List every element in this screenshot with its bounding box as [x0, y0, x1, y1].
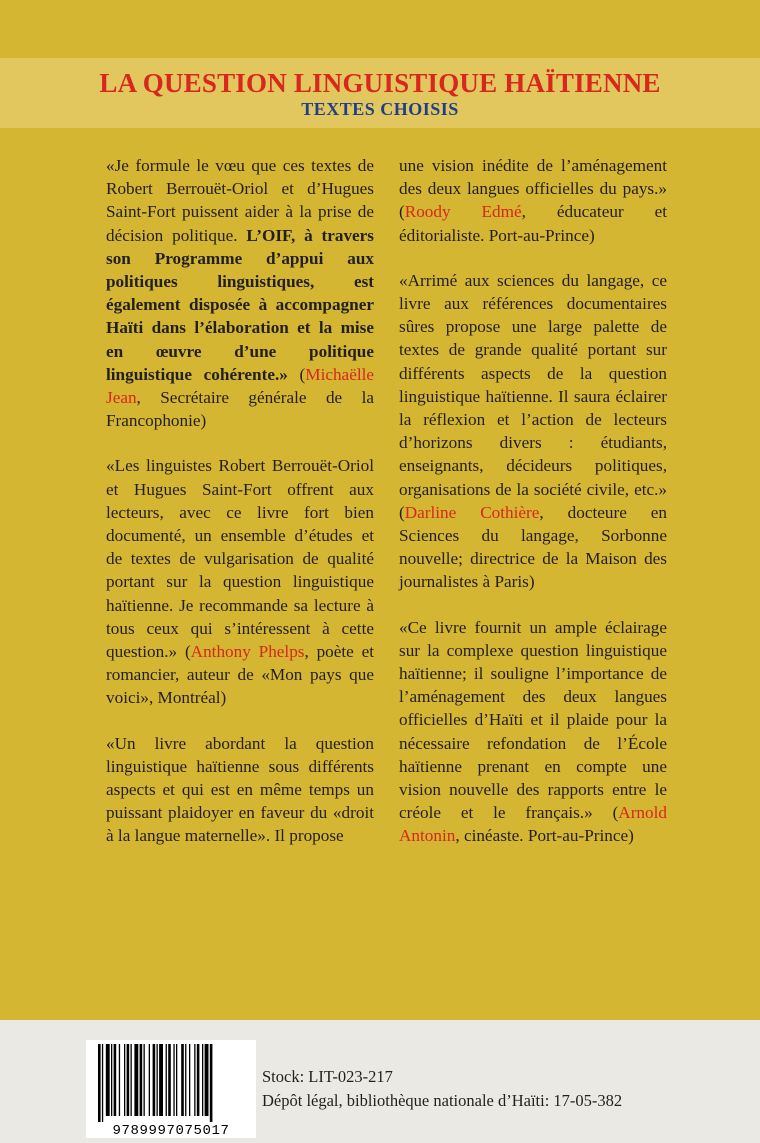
barcode-bar [176, 1044, 177, 1116]
isbn-number: 9789997075017 [112, 1123, 230, 1139]
author-name: Roody Edmé [404, 202, 522, 222]
quote-text: «Arrimé aux sciences du langage, ce livre aux références documentaires sûres propose une large palette de textes de grande qualité portant sur différents aspects de la question linguistique haïtienne. Il saura éclairer la réflexion et l’action de lecteurs d’horizons divers : étudiants, enseignants, décideurs politiques, organisations de la société civile, etc.» ( [399, 270, 667, 522]
barcode-bar [131, 1044, 132, 1116]
barcode-bar [205, 1044, 209, 1116]
barcode [86, 1040, 256, 1138]
author-credit: , poète et romancier, auteur de «Mon pays que voici», Montréal) [106, 642, 375, 708]
barcode-bar [197, 1044, 200, 1116]
barcode-bar [124, 1044, 125, 1116]
quote-phelps [106, 454, 374, 709]
author-name: Anthony Phelps [190, 642, 305, 662]
barcode-bar [106, 1044, 110, 1116]
quote-antonin [399, 616, 667, 848]
barcode-bar [140, 1044, 143, 1116]
author-name: Michaëlle Jean [106, 364, 374, 408]
quote-bold-text: L’OIF, à travers son Programme d’appui aux politiques linguistiques, est également disposée à accompagner Haïti dans l’élaboration et la mise en œuvre d’une politique linguistique cohérente.» [106, 225, 374, 384]
barcode-bar [111, 1044, 112, 1116]
barcode-bar [173, 1044, 174, 1116]
quote-text: «Un livre abordant la question linguistique haïtienne sous différents aspects et qui est en même temps un puissant plaidoyer en faveur du «droit à la langue maternelle». Il propose [106, 733, 374, 846]
quote-text: «Les linguistes Robert Berrouët-Oriol et Hugues Saint-Fort offrent aux lecteurs, avec ce livre fort bien documenté, un ensemble d’études et de textes de vulgarisation de qualité portant sur la question linguistique haïtienne. Je recommande sa lecture à tous ceux qui s’intéressent à cette question.» ( [106, 456, 374, 662]
barcode-bar [153, 1044, 156, 1116]
barcode-bar [168, 1044, 171, 1116]
left-column [106, 154, 374, 870]
quote-edme-end [399, 154, 667, 247]
barcode-bar [181, 1044, 184, 1116]
barcode-bar [189, 1044, 190, 1116]
barcode-bar [144, 1044, 145, 1116]
author-name: Darline Cothière [404, 502, 540, 522]
barcode-bar [159, 1044, 163, 1116]
book-title: LA QUESTION LINGUISTIQUE HAÏTIENNE [99, 68, 661, 98]
barcode-bar [102, 1044, 103, 1122]
author-credit: , docteure en Sciences du langage, Sorbonne nouvelle; directrice de la Maison des journalistes à Paris) [399, 502, 667, 592]
quote-text: «Ce livre fournit un ample éclairage sur la complexe question linguistique haïtienne; il souligne l’importance de l’aménagement des deux langues officielles d’Haïti et il plaide pour la nécessaire refondation de l’École haïtienne prenant en compte une vision nouvelle des rapports entre le créole et le français.» ( [399, 617, 667, 823]
barcode-bar [210, 1044, 213, 1122]
barcode-bar [157, 1044, 158, 1116]
barcode-bar [149, 1044, 150, 1116]
barcode-bar [119, 1044, 120, 1116]
title-band [0, 58, 760, 128]
legal-deposit: Dépôt légal, bibliothèque nationale d’Haïti: 17-05-382 [262, 1091, 623, 1110]
quote-cothiere [399, 269, 667, 594]
book-subtitle: TEXTES CHOISIS [301, 99, 459, 119]
barcode-bar [134, 1044, 138, 1116]
barcode-bar [194, 1044, 195, 1116]
right-column [399, 154, 667, 870]
barcode-bar [185, 1044, 186, 1116]
barcode-bar [166, 1044, 167, 1116]
author-credit: , Secrétaire générale de la Francophonie) [106, 388, 374, 431]
quote-edme-start [106, 732, 374, 848]
barcode-bar [98, 1044, 101, 1122]
barcode-bar [114, 1044, 117, 1116]
barcode-bar [202, 1044, 203, 1116]
quote-text: une vision inédite de l’aménagement des deux langues officielles du pays.» ( [399, 156, 667, 222]
barcode-bar [127, 1044, 130, 1116]
quote-text: ( [287, 364, 306, 384]
barcode-icon [96, 1044, 246, 1122]
quote-text: «Je formule le vœu que ces textes de Robert Berrouët-Oriol et d’Hugues Saint-Fort puissent aider à la prise de décision politique. [106, 156, 374, 245]
quote-jean [106, 154, 374, 432]
author-name: Arnold Antonin [399, 803, 667, 846]
author-credit: , cinéaste. Port-au-Prince) [455, 826, 634, 846]
author-credit: , éducateur et éditorialiste. Port-au-Prince) [399, 202, 667, 245]
stock-number: Stock: LIT-023-217 [262, 1067, 393, 1086]
